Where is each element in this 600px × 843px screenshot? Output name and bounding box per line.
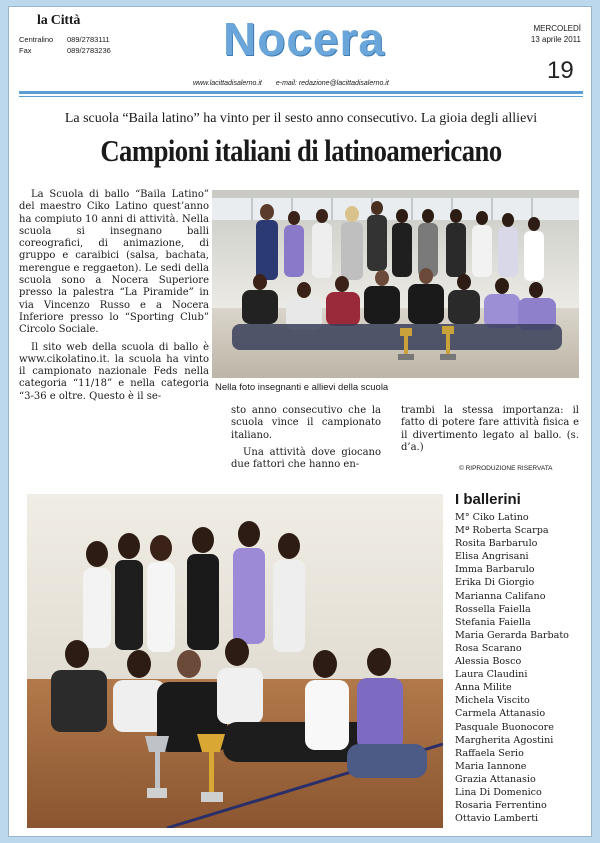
dancers-photo-illustration [27, 494, 443, 828]
issue-weekday: MERCOLEDÌ [533, 24, 581, 33]
list-item: Mª Roberta Scarpa [455, 525, 549, 537]
list-item: Maria Gerarda Barbato [455, 629, 569, 641]
list-item: Maria Iannone [455, 760, 527, 772]
list-item: Alessia Bosco [455, 656, 522, 668]
article-kicker: La scuola “Baila latino” ha vinto per il sesto anno consecutivo. La gioia degli allievi [64, 111, 538, 126]
issue-day: 13 aprile 2011 [530, 35, 581, 44]
list-item: Imma Barbarulo [455, 564, 535, 576]
page-number: 19 [547, 57, 574, 84]
list-item: M° Ciko Latino [455, 512, 529, 523]
list-item: Elisa Angrisani [455, 551, 529, 563]
list-item: Pasquale Buonocore [455, 721, 554, 733]
paragraph: Una attività dove giocano due fattori che hanno en- [231, 446, 381, 471]
paragraph: sto anno consecutivo che la scuola vince il campionato italiano. [231, 405, 381, 441]
article-column-3 [401, 405, 579, 459]
contact-fax: Fax 089/2783236 [19, 46, 111, 55]
copyright-notice: © RIPRODUZIONE RISERVATA [459, 465, 553, 472]
contact-phone: Centralino 089/2783111 [19, 35, 110, 44]
list-item: Carmela Attanasio [455, 708, 546, 720]
article-column-2 [231, 405, 381, 476]
list-item: Anna Milite [455, 682, 512, 694]
list-item: Lina Di Domenico [455, 786, 542, 798]
issue-date [509, 23, 581, 45]
photo-caption: Nella foto insegnanti e allievi della scuola [215, 382, 389, 393]
article-headline: Campioni italiani di latinoamericano [100, 133, 502, 168]
contact-info [19, 34, 111, 56]
list-item: Ottavio Lamberti [455, 813, 539, 825]
group-photo-illustration [212, 190, 579, 378]
list-item: Grazia Attanasio [455, 773, 536, 785]
group-photo [212, 190, 579, 378]
masthead-rule-thin [19, 96, 583, 97]
masthead-rule [19, 91, 583, 94]
web-contacts [193, 80, 389, 87]
dancers-photo [27, 494, 443, 828]
email-link[interactable]: e-mail: redazione@lacittadisalerno.it [275, 80, 389, 87]
dancers-list [455, 511, 569, 825]
newspaper-page [8, 6, 592, 837]
list-item: Laura Claudini [455, 669, 528, 681]
list-item: Margherita Agostini [455, 734, 554, 746]
list-item: Marianna Califano [455, 590, 546, 602]
paragraph: trambi la stessa importanza: il fatto di potere fare attività fisica e il divertimento legato al ballo. (s. d’a.) [401, 405, 579, 453]
list-item: Rosita Barbarulo [455, 538, 538, 550]
article-column-1 [19, 189, 209, 408]
paragraph: La Scuola di ballo “Baila Latino” del maestro Ciko Latino quest’anno ha compiuto 10 anni di attività. Nella scuola si insegnano balli coreografici, di animazione, di gruppo e caraibici (salsa, bachata, merengue e reggaeton). Le sedi della scuola sono a Nocera Superiore presso la palestra “La Piramide” in via Vincenzo Russo e a Nocera Inferiore presso lo “Sporting Club” Circolo Sociale. [19, 189, 209, 336]
newspaper-logo: la Città [37, 13, 81, 28]
website-link[interactable]: www.lacittadisalerno.it [193, 80, 262, 87]
list-item: Raffaela Serio [455, 747, 524, 759]
list-item: Michela Viscito [455, 695, 530, 707]
list-item: Rosa Scarano [455, 642, 522, 654]
paragraph: Il sito web della scuola di ballo è www.cikolatino.it. la scuola ha vinto il campionato nazionale Feds nella categoria “11/18” e nella categoria “3-36 e oltre. Questo è il se- [19, 341, 209, 402]
list-item: Rosaria Ferrentino [455, 800, 547, 812]
list-item: Erika Di Giorgio [455, 577, 535, 589]
dancers-list-title: I ballerini [455, 491, 521, 508]
section-title: Nocera [223, 13, 385, 65]
list-item: Rossella Faiella [455, 603, 531, 615]
list-item: Stefania Faiella [455, 616, 531, 628]
